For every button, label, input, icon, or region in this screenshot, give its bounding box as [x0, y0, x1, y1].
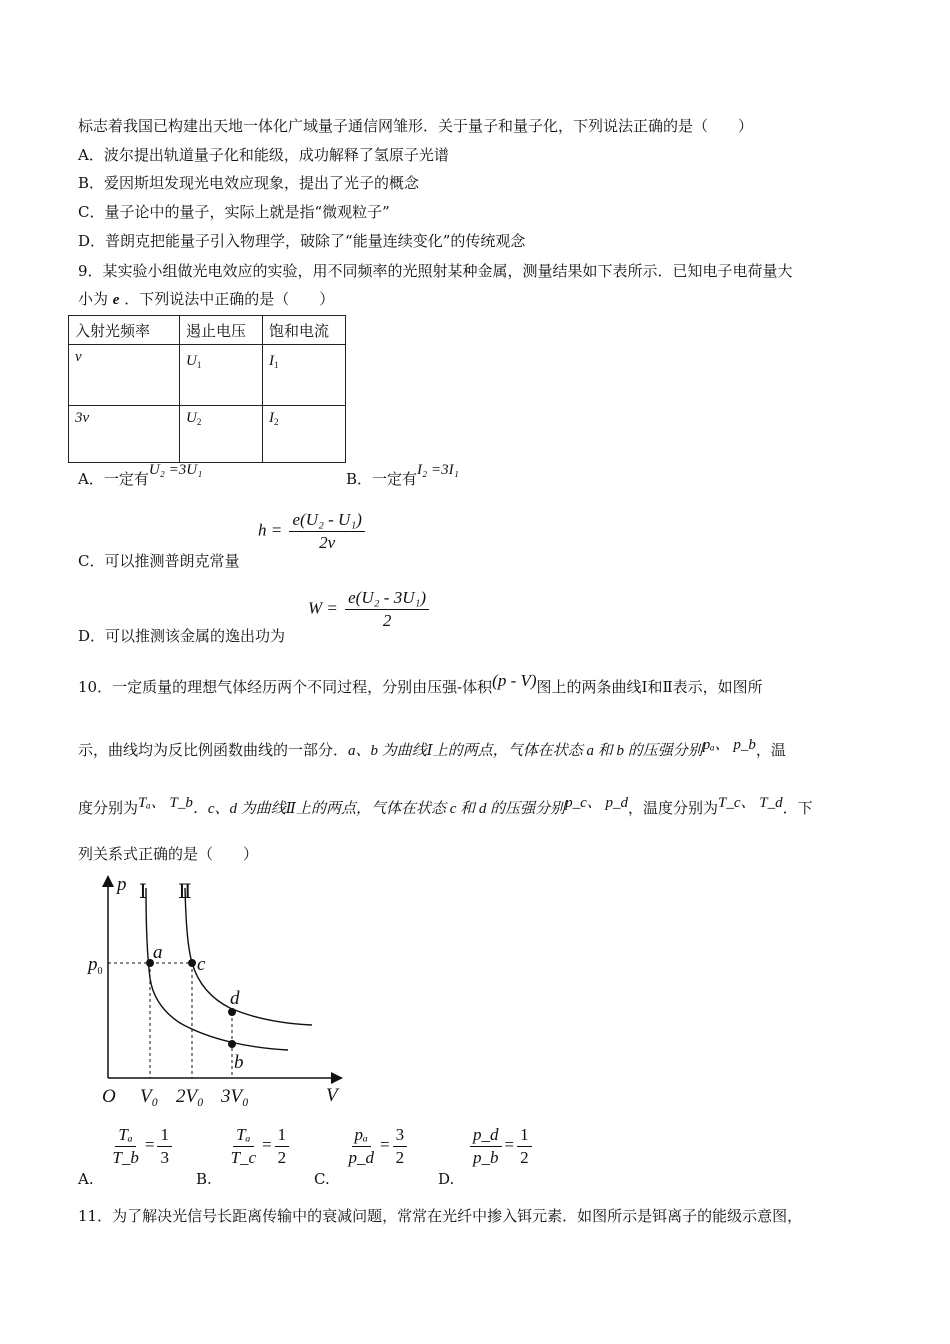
q9-stem-part: ．下列说法中正确的是（ ）	[124, 290, 335, 308]
curve-2-label: Ⅱ	[178, 881, 192, 903]
tick-v0: V₀	[140, 1086, 159, 1107]
curve-1	[146, 888, 288, 1050]
q10-option-a: A. $\frac{\text{Tₐ}}{T\_b}$ = $\frac{1}{3}$	[78, 1125, 167, 1168]
q9-option-a: A．一定有U₂ =3U₁	[78, 462, 203, 488]
point-d	[228, 1008, 236, 1016]
q9-option-b: B．一定有I₂ =3I₁	[346, 462, 459, 488]
point-a-label: a	[153, 942, 163, 963]
y-axis-label: p	[117, 874, 127, 895]
table-header: 入射光频率	[69, 316, 180, 345]
q9-option-c-formula: h = $\frac{\text{e(U₂ - U₁)}}{2\nu}$	[258, 510, 368, 553]
option-c: C．量子论中的量子，实际上就是指“微观粒子”	[78, 203, 390, 221]
q9-option-c: C．可以推测普朗克常量	[78, 552, 240, 570]
q9-option-d-formula: W = $\frac{\text{e(U₂ - 3U₁)}}{2}$	[308, 588, 432, 631]
q9-charge-symbol: e	[112, 292, 120, 308]
curve-1-label: Ⅰ	[139, 881, 147, 903]
q10-option-c: C. $\frac{\text{pₐ}}{p\_d}$ = $\frac{3}{2}$	[314, 1125, 402, 1168]
point-c-label: c	[197, 954, 206, 975]
pv-graph	[80, 868, 355, 1113]
q10-stem-line2: 示，曲线均为反比例函数曲线的一部分．a、b 为曲线Ⅰ上的两点，气体在状态 a 和 b 的压强分别pₐ、 p_b，温	[78, 737, 786, 759]
question-stem: 标志着我国已构建出天地一体化广域量子通信网雏形．关于量子和量子化，下列说法正确的是（ ）	[78, 117, 754, 135]
q10-stem-line3: 度分别为Tₐ、 T_b．c、d 为曲线Ⅱ上的两点，气体在状态 c 和 d 的压强分别p_c、 p_d，温度分别为T_c、 T_d．下	[78, 795, 813, 817]
tick-3v0: 3V₀	[221, 1086, 249, 1107]
option-b: B．爱因斯坦发现光电效应现象，提出了光子的概念	[78, 174, 420, 192]
p0-label: $p_0$	[88, 954, 103, 977]
table-header: 遏止电压	[180, 316, 263, 345]
table-header: 饱和电流	[263, 316, 346, 345]
table-row	[69, 406, 346, 463]
q10-stem-line4: 列关系式正确的是（ ）	[78, 845, 259, 863]
q9-stem-line2	[78, 289, 334, 310]
q9-option-d: D．可以推测该金属的逸出功为	[78, 627, 286, 645]
q9-option-a-formula: U₂ =3U₁	[148, 462, 203, 478]
q9-data-table	[68, 315, 346, 463]
x-axis-label: V	[326, 1085, 338, 1106]
q11-stem: 11．为了解决光信号长距离传输中的衰减问题，常常在光纤中掺入铒元素．如图所示是铒离子的能级示意图，	[78, 1207, 803, 1225]
q9-stem-part: 小为	[78, 290, 109, 308]
q9-option-b-formula: I₂ =3I₁	[417, 462, 459, 478]
q10-option-b: B. $\frac{\text{Tₐ}}{T\_c}$ = $\frac{1}{2}$	[196, 1125, 284, 1168]
point-c	[188, 959, 196, 967]
point-b-label: b	[234, 1052, 244, 1073]
q9-stem-line1: 9．某实验小组做光电效应的实验，用不同频率的光照射某种金属，测量结果如下表所示．已知电子电荷量大	[78, 262, 793, 280]
q10-option-d: D. $\frac{p\_d}{p\_b}$ = $\frac{1}{2}$	[438, 1125, 527, 1168]
option-a: A．波尔提出轨道量子化和能级，成功解释了氢原子光谱	[78, 146, 449, 164]
q10-stem-line1: 10．一定质量的理想气体经历两个不同过程，分别由压强-体积(p - V)图上的两条曲线Ⅰ和Ⅱ表示，如图所	[78, 671, 763, 696]
table-cell: $I_1$	[263, 345, 346, 406]
tick-2v0: 2V₀	[176, 1086, 204, 1107]
table-cell: $U_1$	[180, 345, 263, 406]
point-b	[228, 1040, 236, 1048]
table-cell: 3ν	[69, 406, 180, 463]
table-row	[69, 345, 346, 406]
option-d: D．普朗克把能量子引入物理学，破除了“能量连续变化”的传统观念	[78, 232, 526, 250]
table-cell: $I_2$	[263, 406, 346, 463]
point-d-label: d	[230, 988, 240, 1009]
table-cell: $U_2$	[180, 406, 263, 463]
origin-label: O	[102, 1086, 116, 1107]
table-cell: ν	[69, 345, 180, 406]
